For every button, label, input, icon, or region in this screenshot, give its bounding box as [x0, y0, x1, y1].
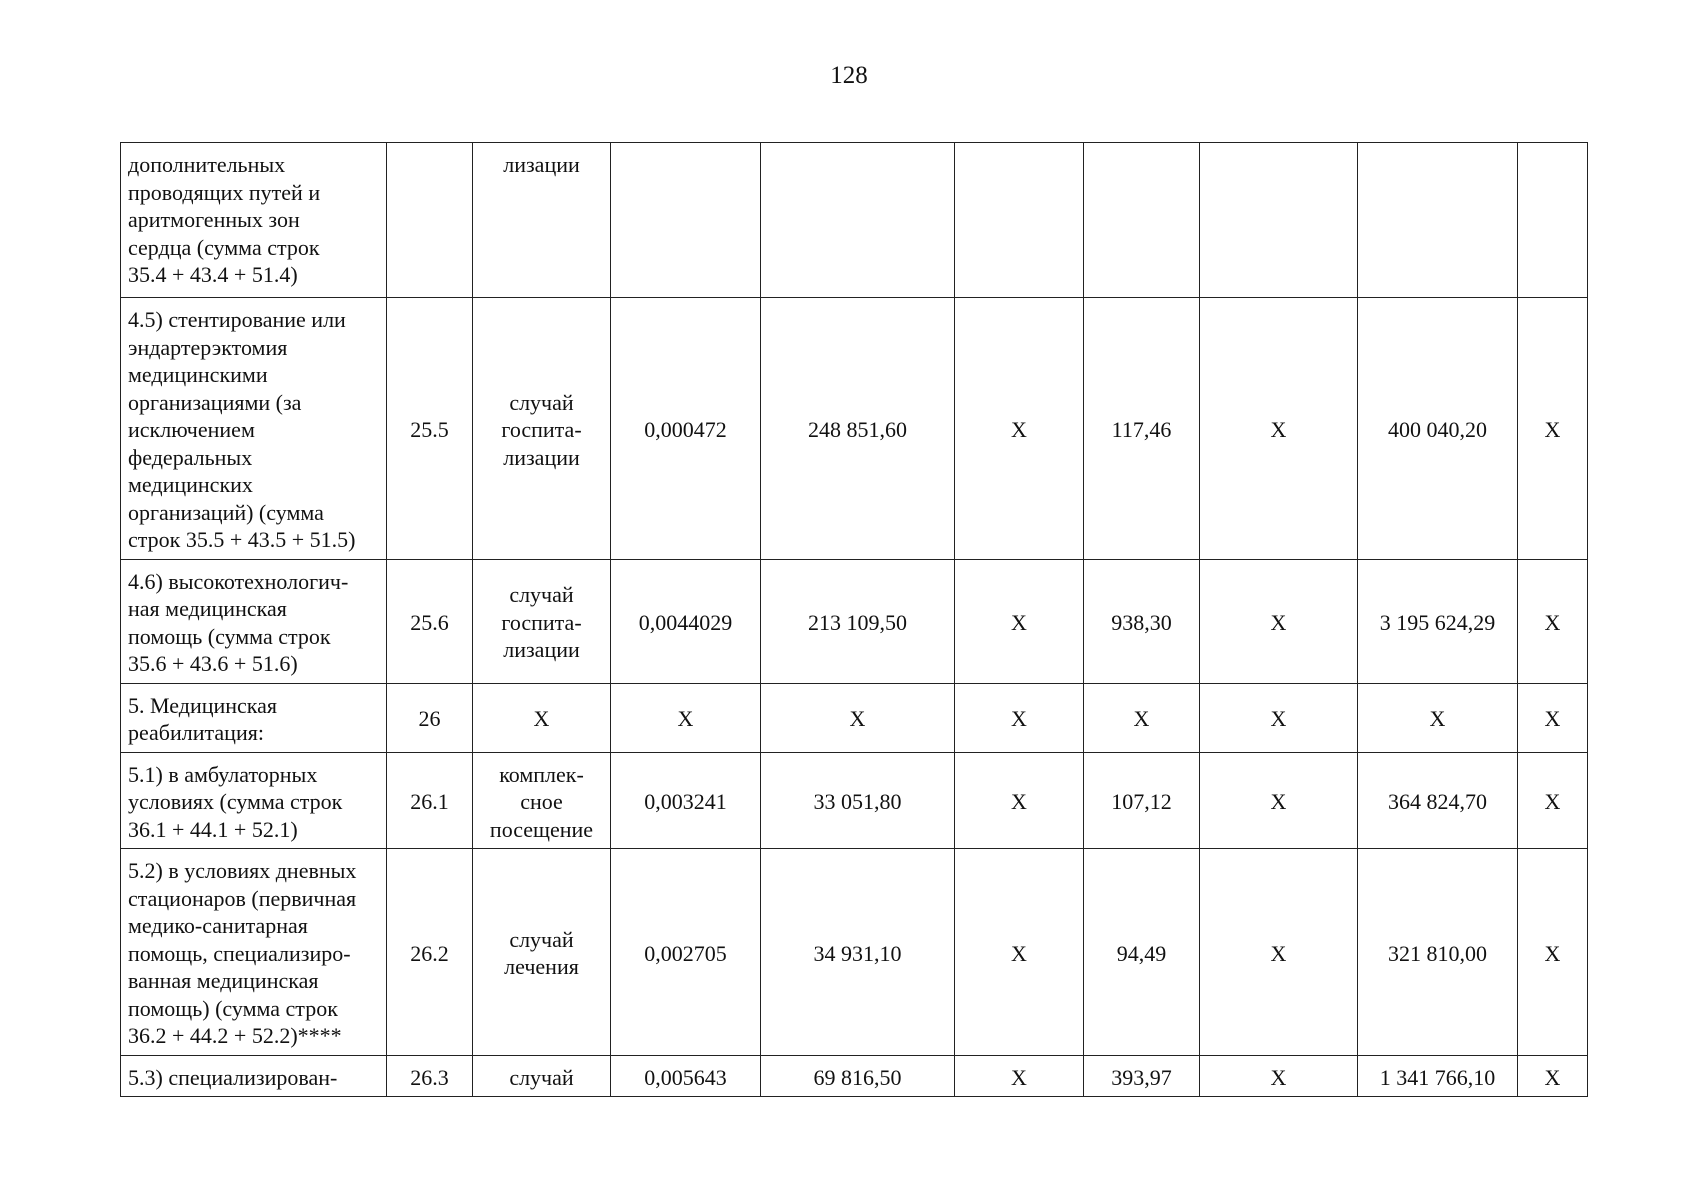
value-cell: 938,30 — [1084, 559, 1200, 683]
value-cell: 107,12 — [1084, 752, 1200, 849]
value-cell: X — [955, 752, 1084, 849]
value-cell: X — [1518, 559, 1588, 683]
value-cell: X — [1200, 298, 1358, 560]
statistics-table — [120, 142, 1588, 1097]
table-row — [121, 298, 1588, 560]
row-name-cell: 4.6) высокотехнологич- ная медицинская помощь (сумма строк 35.6 + 43.6 + 51.6) — [121, 559, 387, 683]
row-name-cell: 4.5) стентирование или эндартерэктомия медицинскими организациями (за исключением федеральных медицинских организаций) (сумма строк 35.5 + 43.5 + 51.5) — [121, 298, 387, 560]
value-cell — [761, 143, 955, 298]
row-name-cell: 5.3) специализирован- — [121, 1055, 387, 1097]
value-cell: X — [955, 1055, 1084, 1097]
value-cell: X — [1200, 1055, 1358, 1097]
value-cell: X — [1518, 752, 1588, 849]
value-cell: X — [1200, 683, 1358, 752]
value-cell: X — [955, 683, 1084, 752]
table-row — [121, 559, 1588, 683]
unit-cell: лизации — [473, 143, 611, 298]
unit-cell: X — [473, 683, 611, 752]
value-cell: X — [1518, 298, 1588, 560]
value-cell: 0,0044029 — [611, 559, 761, 683]
line-number-cell: 26 — [387, 683, 473, 752]
value-cell: X — [1518, 849, 1588, 1056]
value-cell — [611, 143, 761, 298]
row-name-cell: 5.2) в условиях дневных стационаров (первичная медико-санитарная помощь, специализиро- ванная медицинская помощь) (сумма строк 36.2 + 44.2 + 52.2)**** — [121, 849, 387, 1056]
table-row — [121, 752, 1588, 849]
value-cell: 0,002705 — [611, 849, 761, 1056]
value-cell: X — [1200, 559, 1358, 683]
value-cell: 117,46 — [1084, 298, 1200, 560]
line-number-cell: 25.5 — [387, 298, 473, 560]
row-name-cell: дополнительных проводящих путей и аритмогенных зон сердца (сумма строк 35.4 + 43.4 + 51.4) — [121, 143, 387, 298]
value-cell: X — [1518, 683, 1588, 752]
value-cell — [1084, 143, 1200, 298]
value-cell: 0,005643 — [611, 1055, 761, 1097]
table-row — [121, 1055, 1588, 1097]
page-number: 128 — [830, 62, 868, 89]
value-cell: 321 810,00 — [1358, 849, 1518, 1056]
value-cell: 94,49 — [1084, 849, 1200, 1056]
value-cell: 1 341 766,10 — [1358, 1055, 1518, 1097]
value-cell — [1358, 143, 1518, 298]
value-cell: 69 816,50 — [761, 1055, 955, 1097]
unit-cell: случай — [473, 1055, 611, 1097]
value-cell: 0,000472 — [611, 298, 761, 560]
value-cell: X — [1200, 849, 1358, 1056]
unit-cell: случай госпита- лизации — [473, 298, 611, 560]
table-row — [121, 143, 1588, 298]
line-number-cell: 26.1 — [387, 752, 473, 849]
unit-cell: случай лечения — [473, 849, 611, 1056]
value-cell: 33 051,80 — [761, 752, 955, 849]
line-number-cell: 26.2 — [387, 849, 473, 1056]
value-cell: 248 851,60 — [761, 298, 955, 560]
line-number-cell: 25.6 — [387, 559, 473, 683]
value-cell: X — [611, 683, 761, 752]
value-cell: 3 195 624,29 — [1358, 559, 1518, 683]
value-cell: 364 824,70 — [1358, 752, 1518, 849]
value-cell: 393,97 — [1084, 1055, 1200, 1097]
value-cell: X — [955, 559, 1084, 683]
value-cell — [1518, 143, 1588, 298]
value-cell: X — [1200, 752, 1358, 849]
value-cell: 400 040,20 — [1358, 298, 1518, 560]
value-cell: 213 109,50 — [761, 559, 955, 683]
unit-cell: комплек- сное посещение — [473, 752, 611, 849]
value-cell — [955, 143, 1084, 298]
row-name-cell: 5. Медицинская реабилитация: — [121, 683, 387, 752]
value-cell: X — [1518, 1055, 1588, 1097]
row-name-cell: 5.1) в амбулаторных условиях (сумма строк 36.1 + 44.1 + 52.1) — [121, 752, 387, 849]
value-cell: 0,003241 — [611, 752, 761, 849]
value-cell: X — [955, 849, 1084, 1056]
value-cell: X — [955, 298, 1084, 560]
line-number-cell: 26.3 — [387, 1055, 473, 1097]
value-cell: X — [1358, 683, 1518, 752]
value-cell — [1200, 143, 1358, 298]
value-cell: X — [1084, 683, 1200, 752]
line-number-cell — [387, 143, 473, 298]
unit-cell: случай госпита- лизации — [473, 559, 611, 683]
table-row — [121, 683, 1588, 752]
value-cell: X — [761, 683, 955, 752]
value-cell: 34 931,10 — [761, 849, 955, 1056]
table-row — [121, 849, 1588, 1056]
